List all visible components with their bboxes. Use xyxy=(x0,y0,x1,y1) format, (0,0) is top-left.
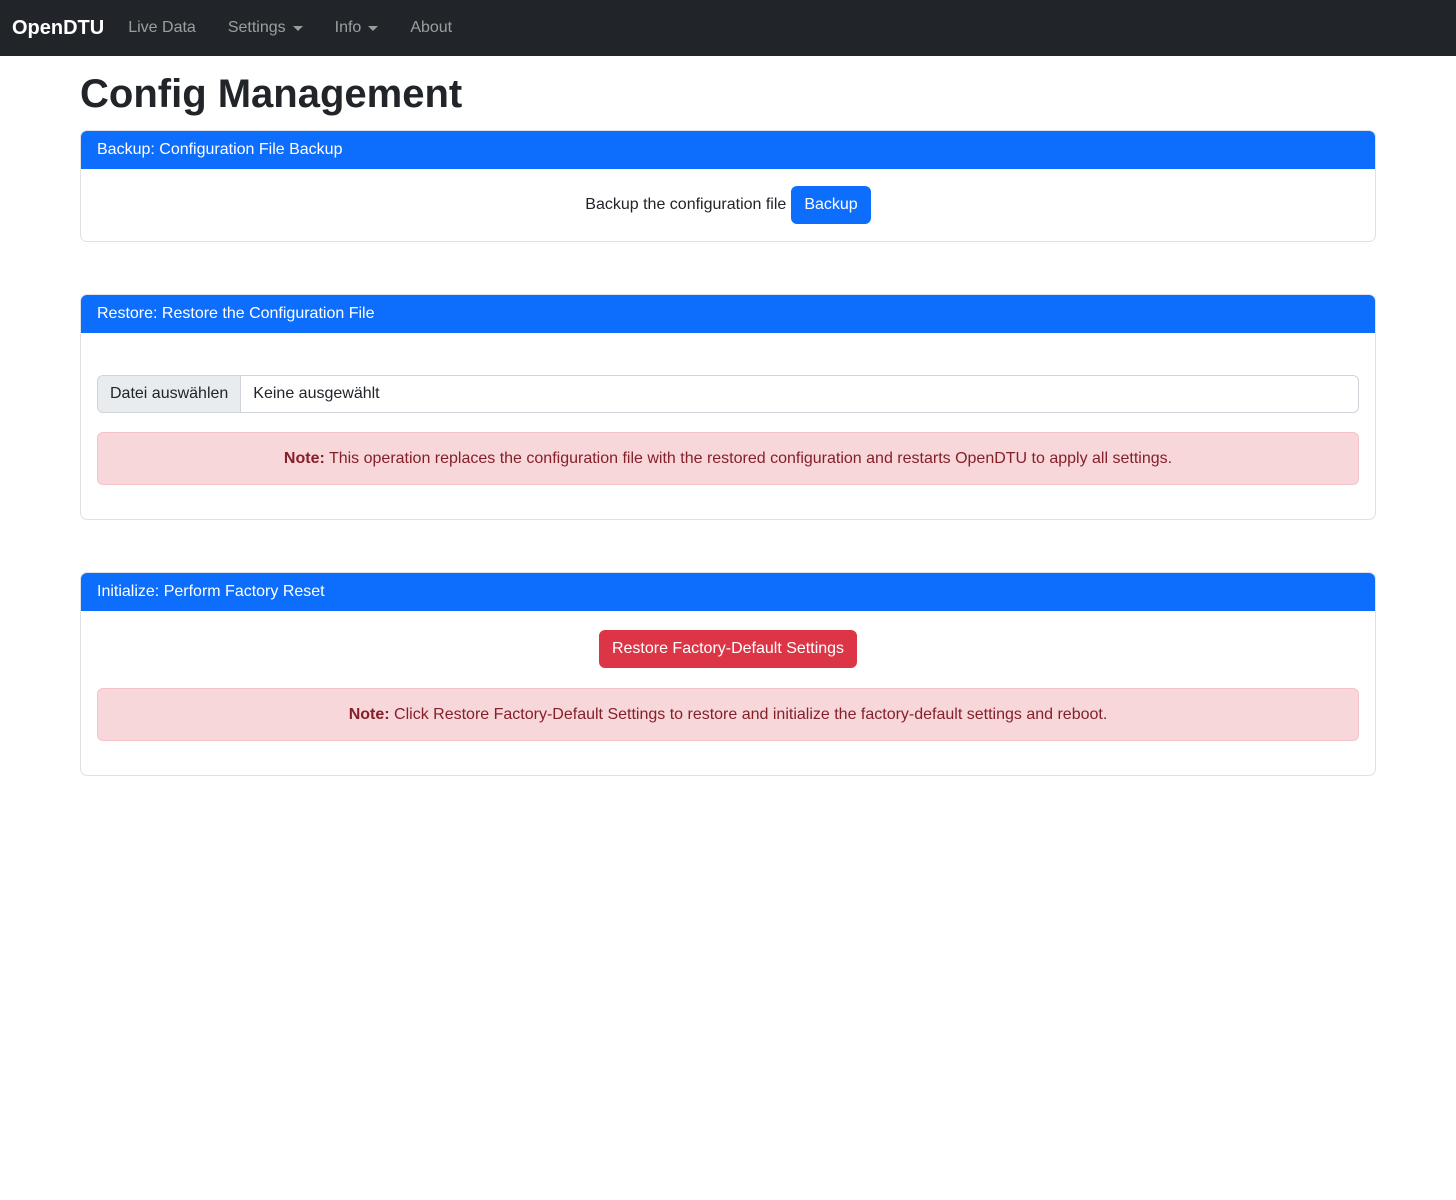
restore-card xyxy=(80,294,1376,520)
nav-about[interactable] xyxy=(402,11,468,45)
restore-note-label: Note: xyxy=(283,450,325,467)
chevron-down-icon xyxy=(293,26,303,31)
initialize-note-text: Click Restore Factory-Default Settings to restore and initialize the factory-default settings and reboot. xyxy=(394,706,1108,723)
initialize-note-alert xyxy=(97,688,1359,741)
navbar-brand[interactable]: OpenDTU xyxy=(12,16,105,39)
restore-card-body xyxy=(81,333,1375,519)
factory-reset-button-row xyxy=(97,630,1359,668)
main-content xyxy=(80,56,1376,776)
chevron-down-icon xyxy=(368,26,378,31)
navbar-nav xyxy=(120,11,476,45)
navbar xyxy=(0,0,1456,56)
nav-live-data[interactable] xyxy=(120,11,212,45)
nav-settings-dropdown[interactable] xyxy=(220,11,319,45)
restore-note-text: This operation replaces the configuration file with the restored configuration and restarts OpenDTU to apply all settings. xyxy=(328,450,1173,467)
backup-card xyxy=(80,130,1376,242)
nav-info-label: Info xyxy=(334,19,362,36)
nav-info-dropdown[interactable] xyxy=(327,11,395,45)
factory-reset-button[interactable]: Restore Factory-Default Settings xyxy=(599,630,857,668)
backup-button[interactable]: Backup xyxy=(791,186,870,224)
page-title: Config Management xyxy=(80,72,463,116)
restore-card-header: Restore: Restore the Configuration File xyxy=(81,295,1375,333)
backup-card-body xyxy=(81,169,1375,241)
choose-file-button[interactable]: Datei auswählen xyxy=(98,376,241,412)
initialize-card-header: Initialize: Perform Factory Reset xyxy=(81,573,1375,611)
initialize-note-label: Note: xyxy=(348,706,390,723)
backup-description: Backup the configuration file xyxy=(585,196,787,213)
initialize-card xyxy=(80,572,1376,776)
nav-settings-label: Settings xyxy=(227,19,286,36)
file-input[interactable] xyxy=(97,375,1359,413)
restore-note-alert xyxy=(97,432,1359,485)
backup-card-header: Backup: Configuration File Backup xyxy=(81,131,1375,169)
nav-live-data-label: Live Data xyxy=(128,19,196,36)
initialize-card-body xyxy=(81,611,1375,775)
nav-about-label: About xyxy=(410,19,453,36)
file-selected-text: Keine ausgewählt xyxy=(253,385,380,402)
